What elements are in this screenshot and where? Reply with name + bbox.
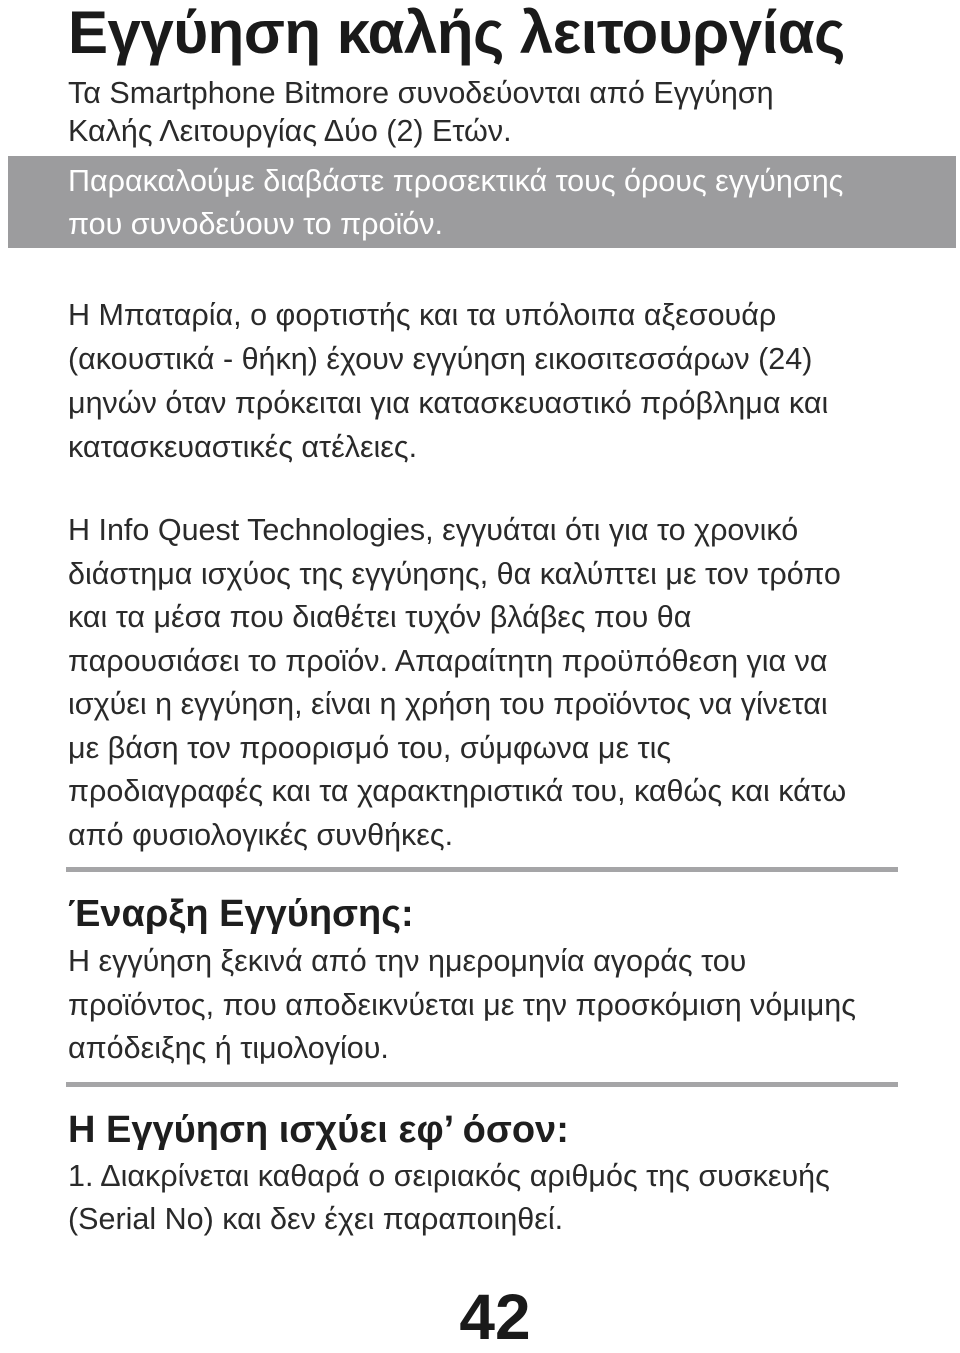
notice-line: που συνοδεύουν το προϊόν.	[68, 207, 443, 241]
notice-banner	[8, 156, 956, 248]
page-number: 42	[459, 1281, 531, 1353]
paragraph-line: από φυσιολογικές συνθήκες.	[68, 817, 454, 852]
warranty-start-paragraph	[68, 940, 856, 1071]
paragraph-line: Η εγγύηση ξεκινά από την ημερομηνία αγοράς του	[68, 944, 747, 978]
battery-warranty-paragraph	[68, 293, 828, 469]
paragraph-line: κατασκευαστικές ατέλειες.	[68, 430, 418, 464]
paragraph-line: προϊόντος, που αποδεικνύεται με την προσκόμιση νόμιμης	[68, 987, 856, 1022]
paragraph-line: μηνών όταν πρόκειται για κατασκευαστικό πρόβλημα και	[68, 386, 829, 420]
warranty-valid-paragraph	[68, 1155, 830, 1241]
intro-line: Καλής Λειτουργίας Δύο (2) Ετών.	[68, 114, 512, 148]
notice-text	[68, 160, 843, 246]
page-title: Εγγύηση καλής λειτουργίας	[68, 0, 845, 66]
intro-paragraph	[68, 74, 774, 150]
notice-line: Παρακαλούμε διαβάστε προσεκτικά τους όρους εγγύησης	[68, 164, 844, 198]
paragraph-line: διάστημα ισχύος της εγγύησης, θα καλύπτει με τον τρόπο	[68, 556, 841, 591]
paragraph-line: Η Info Quest Technologies, εγγυάται ότι για το χρονικό	[68, 513, 799, 547]
paragraph-line: (ακουστικά - θήκη) έχουν εγγύηση εικοσιτεσσάρων (24)	[68, 342, 813, 376]
paragraph-line: παρουσιάσει το προϊόν. Απαραίτητη προϋπόθεση για να	[68, 643, 828, 678]
paragraph-line: απόδειξης ή τιμολογίου.	[68, 1031, 389, 1065]
paragraph-line: ισχύει η εγγύηση, είναι η χρήση του προϊόντος να γίνεται	[68, 687, 828, 721]
warranty-start-heading: Έναρξη Εγγύησης:	[68, 893, 414, 935]
paragraph-line: με βάση τον προορισμό του, σύμφωνα με τις	[68, 730, 672, 765]
section-divider	[66, 1082, 898, 1087]
paragraph-line: προδιαγραφές και τα χαρακτηριστικά του, καθώς και κάτω	[68, 774, 847, 808]
warranty-valid-heading: Η Εγγύηση ισχύει εφ’ όσον:	[68, 1109, 569, 1151]
section-divider	[66, 867, 898, 872]
intro-line: Τα Smartphone Bitmore συνοδεύονται από Εγγύηση	[68, 76, 774, 110]
info-quest-paragraph	[68, 509, 846, 857]
paragraph-line: και τα μέσα που διαθέτει τυχόν βλάβες που θα	[68, 600, 692, 634]
paragraph-line: (Serial No) και δεν έχει παραποιηθεί.	[68, 1202, 564, 1236]
paragraph-line: 1. Διακρίνεται καθαρά ο σειριακός αριθμός της συσκευής	[68, 1159, 830, 1193]
paragraph-line: Η Μπαταρία, ο φορτιστής και τα υπόλοιπα αξεσουάρ	[68, 298, 777, 332]
